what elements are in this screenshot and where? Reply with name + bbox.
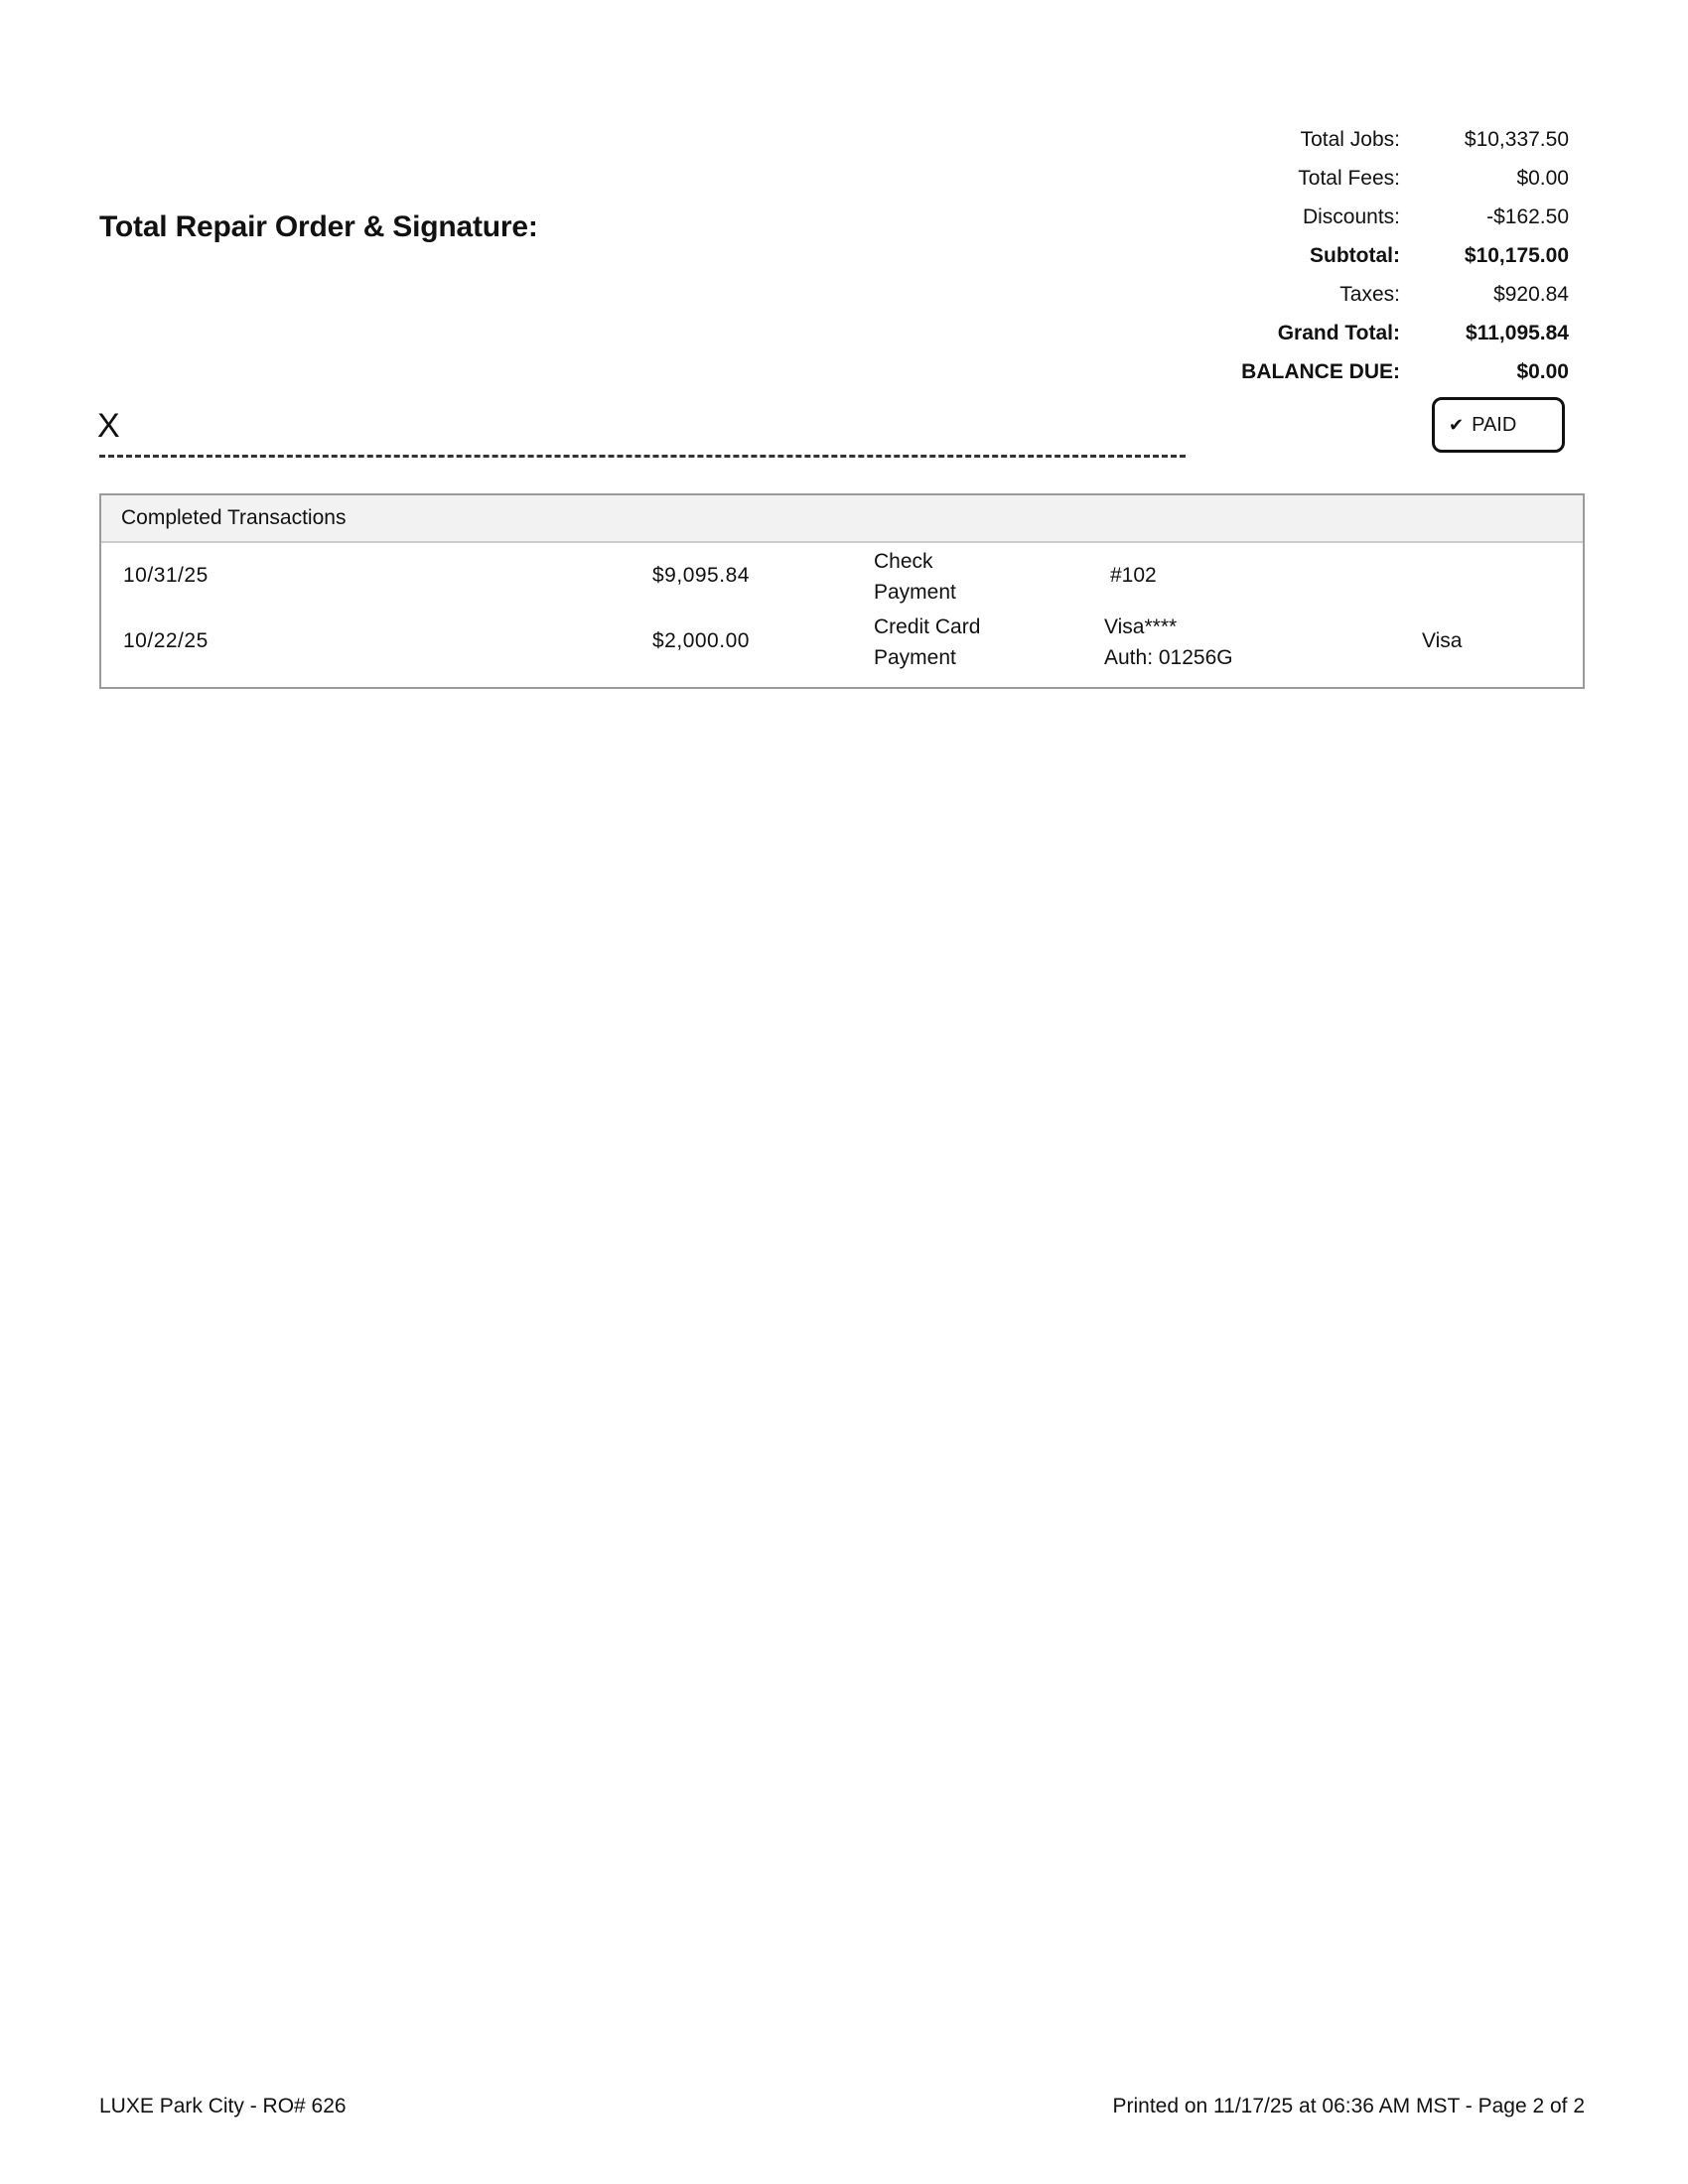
footer-print-info: Printed on 11/17/25 at 06:36 AM MST - Page 2 of 2: [1112, 2095, 1585, 2117]
transaction-amount: $2,000.00: [652, 629, 750, 652]
transaction-date: 10/22/25: [123, 629, 209, 652]
grand-total-label: Grand Total:: [1277, 322, 1400, 344]
transaction-reference-line1: Visa****: [1104, 615, 1178, 638]
transaction-amount: $9,095.84: [652, 564, 750, 587]
completed-transactions-table: [99, 493, 1585, 689]
discounts-value: -$162.50: [1486, 205, 1569, 228]
grand-total-value: $11,095.84: [1466, 322, 1569, 344]
status-badge-label: PAID: [1472, 413, 1517, 436]
transaction-reference-line2: Auth: 01256G: [1104, 646, 1233, 669]
transaction-date: 10/31/25: [123, 564, 209, 587]
taxes-value: $920.84: [1493, 283, 1569, 306]
transaction-method: [874, 546, 1053, 608]
signature-line: [99, 455, 1186, 458]
total-fees-label: Total Fees:: [1298, 167, 1400, 190]
total-row-balance-due: [1092, 356, 1569, 395]
total-row-discounts: [1092, 202, 1569, 240]
section-title: Total Repair Order & Signature:: [99, 210, 538, 243]
total-row-fees: [1092, 163, 1569, 202]
transaction-method: [874, 612, 1053, 673]
total-row-taxes: [1092, 279, 1569, 318]
transaction-method-line2: Payment: [874, 646, 956, 669]
totals-summary: [1092, 124, 1569, 395]
subtotal-value: $10,175.00: [1464, 244, 1569, 267]
discounts-label: Discounts:: [1302, 205, 1400, 228]
total-row-subtotal: [1092, 240, 1569, 279]
total-jobs-value: $10,337.50: [1464, 128, 1569, 151]
total-fees-value: $0.00: [1516, 167, 1569, 190]
transaction-method-line1: Credit Card: [874, 615, 981, 638]
balance-due-label: BALANCE DUE:: [1241, 360, 1400, 383]
transactions-header: Completed Transactions: [101, 495, 1583, 543]
transaction-method-line2: Payment: [874, 581, 956, 604]
subtotal-label: Subtotal:: [1310, 244, 1400, 267]
status-badge: [1432, 397, 1565, 453]
balance-due-value: $0.00: [1516, 360, 1569, 383]
taxes-label: Taxes:: [1339, 283, 1400, 306]
footer-repair-order: LUXE Park City - RO# 626: [99, 2095, 347, 2117]
transaction-method-line1: Check: [874, 550, 933, 573]
total-jobs-label: Total Jobs:: [1300, 128, 1400, 151]
table-row: [101, 543, 1583, 609]
signature-mark: X: [97, 407, 120, 445]
total-row-grand-total: [1092, 318, 1569, 356]
transaction-card-brand: Visa: [1422, 629, 1463, 652]
table-row: [101, 609, 1583, 674]
total-row-jobs: [1092, 124, 1569, 163]
transaction-reference: [1104, 612, 1303, 673]
checkmark-icon: ✔: [1449, 414, 1465, 435]
transaction-reference: #102: [1110, 564, 1157, 587]
